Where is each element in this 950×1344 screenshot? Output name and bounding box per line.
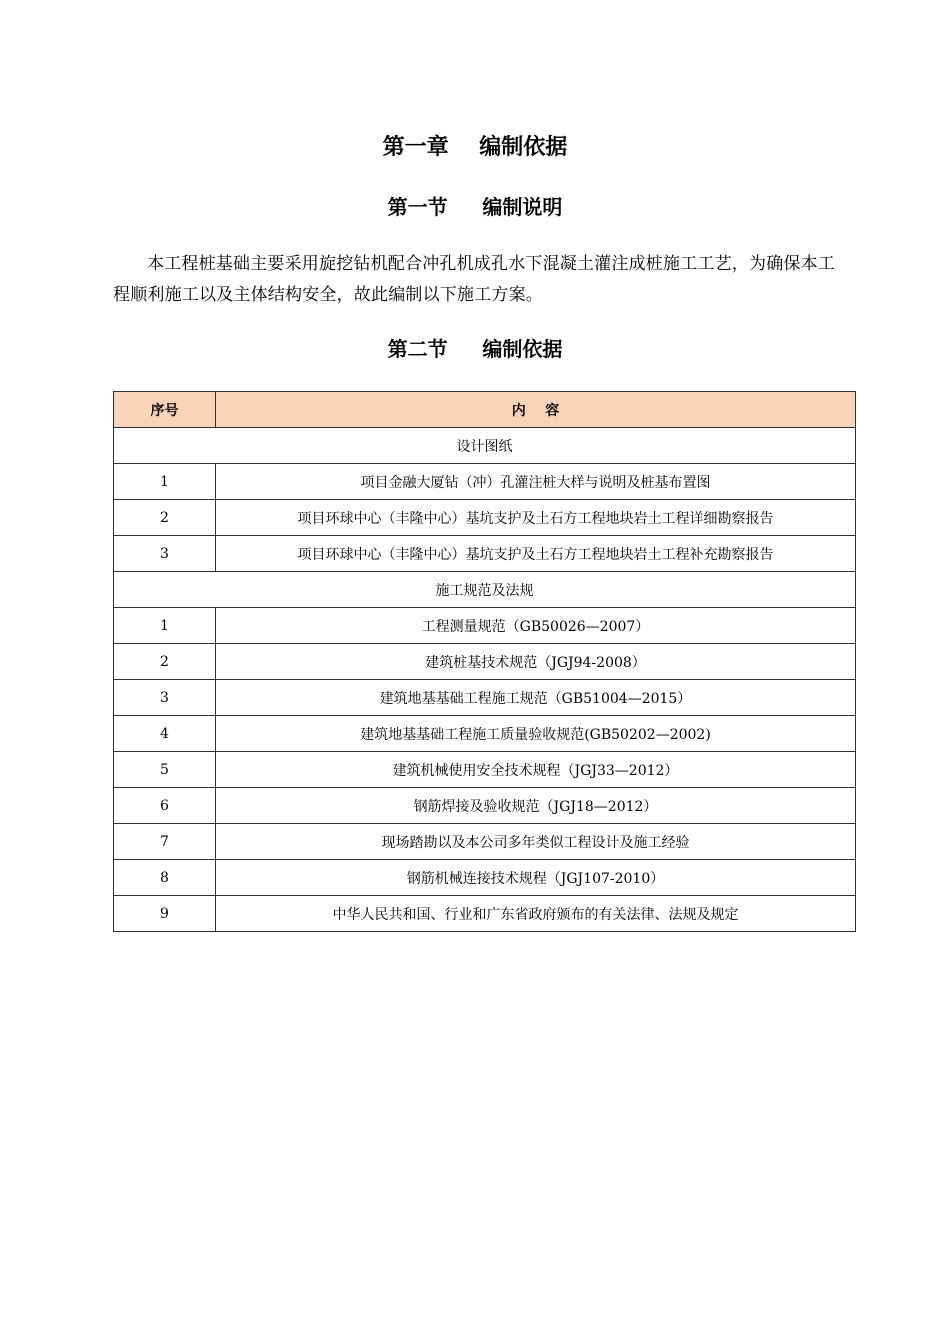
table-row <box>114 680 856 716</box>
row-content: 项目金融大厦钻（冲）孔灌注桩大样与说明及桩基布置图 <box>216 464 856 500</box>
row-content: 现场踏勘以及本公司多年类似工程设计及施工经验 <box>216 824 856 860</box>
table-row <box>114 824 856 860</box>
explanation-paragraph: 本工程桩基础主要采用旋挖钻机配合冲孔机成孔水下混凝土灌注成桩施工工艺，为确保本工程顺利施工以及主体结构安全，故此编制以下施工方案。 <box>113 254 835 305</box>
row-content: 项目环球中心（丰隆中心）基坑支护及土石方工程地块岩土工程详细勘察报告 <box>216 500 856 536</box>
row-number: 3 <box>114 536 216 572</box>
row-number: 1 <box>114 464 216 500</box>
basis-table <box>113 391 856 932</box>
row-content: 建筑机械使用安全技术规程（JGJ33—2012） <box>216 752 856 788</box>
row-content: 建筑地基基础工程施工质量验收规范(GB50202—2002) <box>216 716 856 752</box>
group-title: 施工规范及法规 <box>114 572 856 608</box>
row-number: 2 <box>114 644 216 680</box>
table-row <box>114 716 856 752</box>
chapter-title: 第一章 编制依据 <box>382 135 568 160</box>
table-row <box>114 896 856 932</box>
row-content: 工程测量规范（GB50026—2007） <box>216 608 856 644</box>
section-title-basis: 第二节 编制依据 <box>387 337 563 361</box>
table-row <box>114 860 856 896</box>
table-row <box>114 500 856 536</box>
table-header-row <box>114 392 856 428</box>
row-content: 中华人民共和国、行业和广东省政府颁布的有关法律、法规及规定 <box>216 896 856 932</box>
row-content: 建筑地基基础工程施工规范（GB51004—2015） <box>216 680 856 716</box>
table-row <box>114 752 856 788</box>
group-row-codes-regulations <box>114 572 856 608</box>
table-row <box>114 464 856 500</box>
row-content: 项目环球中心（丰隆中心）基坑支护及土石方工程地块岩土工程补充勘察报告 <box>216 536 856 572</box>
section-title-explanation: 第一节 编制说明 <box>387 195 563 219</box>
table-row <box>114 608 856 644</box>
row-content: 钢筋机械连接技术规程（JGJ107-2010） <box>216 860 856 896</box>
row-number: 7 <box>114 824 216 860</box>
row-number: 1 <box>114 608 216 644</box>
header-serial-number: 序号 <box>114 392 216 428</box>
table-row <box>114 788 856 824</box>
row-number: 2 <box>114 500 216 536</box>
row-number: 8 <box>114 860 216 896</box>
row-content: 钢筋焊接及验收规范（JGJ18—2012） <box>216 788 856 824</box>
row-number: 3 <box>114 680 216 716</box>
row-content: 建筑桩基技术规范（JGJ94-2008） <box>216 644 856 680</box>
table-row <box>114 644 856 680</box>
group-row-design-drawings <box>114 428 856 464</box>
row-number: 6 <box>114 788 216 824</box>
table-row <box>114 536 856 572</box>
row-number: 9 <box>114 896 216 932</box>
header-content: 内 容 <box>216 392 856 428</box>
row-number: 5 <box>114 752 216 788</box>
group-title: 设计图纸 <box>114 428 856 464</box>
row-number: 4 <box>114 716 216 752</box>
